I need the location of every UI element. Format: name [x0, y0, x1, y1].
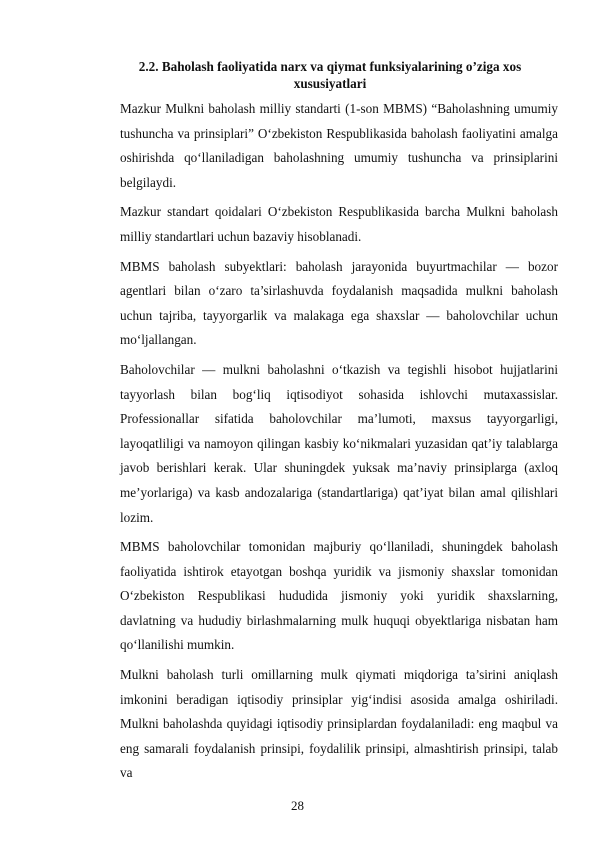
document-body	[120, 97, 558, 791]
paragraph-4: Baholovchilar — mulkni baholashni o‘tkazish va tegishli hisobot hujjatlarini tayyorlash bilan bog‘liq iqtisodiyot sohasida ishlovchi mutaxassislar. Professionallar sifatida baholovchilar ma’lumoti, maxsus tayyorgarligi, layoqatliligi va namoyon qilingan kasbiy ko‘nikmalari yuzasidan qat’iy talablarga javob berishlari kerak. Ular shuningdek yuksak ma’naviy prinsiplarga (axloq me’yorlariga) va kasb andozalariga (standartlariga) qat’iyat bilan amal qilishlari lozim.	[120, 361, 558, 525]
paragraph-5: MBMS baholovchilar tomonidan majburiy qo‘llaniladi, shuningdek baholash faoliyatida ishtirok etayotgan boshqa yuridik va jismoniy shaxslar tomonidan O‘zbekiston Respublikasi hududida jismoniy yoki yuridik shaxslarning, davlatning va hududiy birlashmalarning mulk huquqi obyektlariga nisbatan ham qo‘llanilishi mumkin.	[120, 539, 558, 653]
paragraph-2: Mazkur standart qoidalari O‘zbekiston Respublikasida barcha Mulkni baholash milliy standartlari uchun bazaviy hisoblanadi.	[120, 204, 558, 244]
page-number: 28	[291, 798, 304, 813]
paragraph-3: MBMS baholash subyektlari: baholash jarayonida buyurtmachilar — bozor agentlari bilan o‘zaro ta’sirlashuvda foydalanish maqsadida mulkni baholash uchun tajriba, tayyorgarlik va malakaga ega shaxslar — baholovchilar uchun mo‘ljallangan.	[120, 258, 558, 348]
section-title: 2.2. Baholash faoliyatida narx va qiymat funksiyalarining o’ziga xos xususiyatlari	[138, 59, 522, 91]
paragraph-6: Mulkni baholash turli omillarning mulk qiymati miqdoriga ta’sirini aniqlash imkonini beradigan iqtisodiy prinsiplar yig‘indisi asosida amalga oshiriladi. Mulkni baholashda quyidagi iqtisodiy prinsiplardan foydalaniladi: eng maqbul va eng samarali foydalanish prinsipi, foydalilik prinsipi, almashtirish prinsipi, talab va	[120, 667, 558, 781]
paragraph-1: Mazkur Mulkni baholash milliy standarti (1-son MBMS) “Baholashning umumiy tushuncha va prinsiplari” O‘zbekiston Respublikasida baholash faoliyatini amalga oshirishda qo‘llaniladigan baholashning umumiy tushuncha va prinsiplarini belgilaydi.	[120, 101, 558, 190]
